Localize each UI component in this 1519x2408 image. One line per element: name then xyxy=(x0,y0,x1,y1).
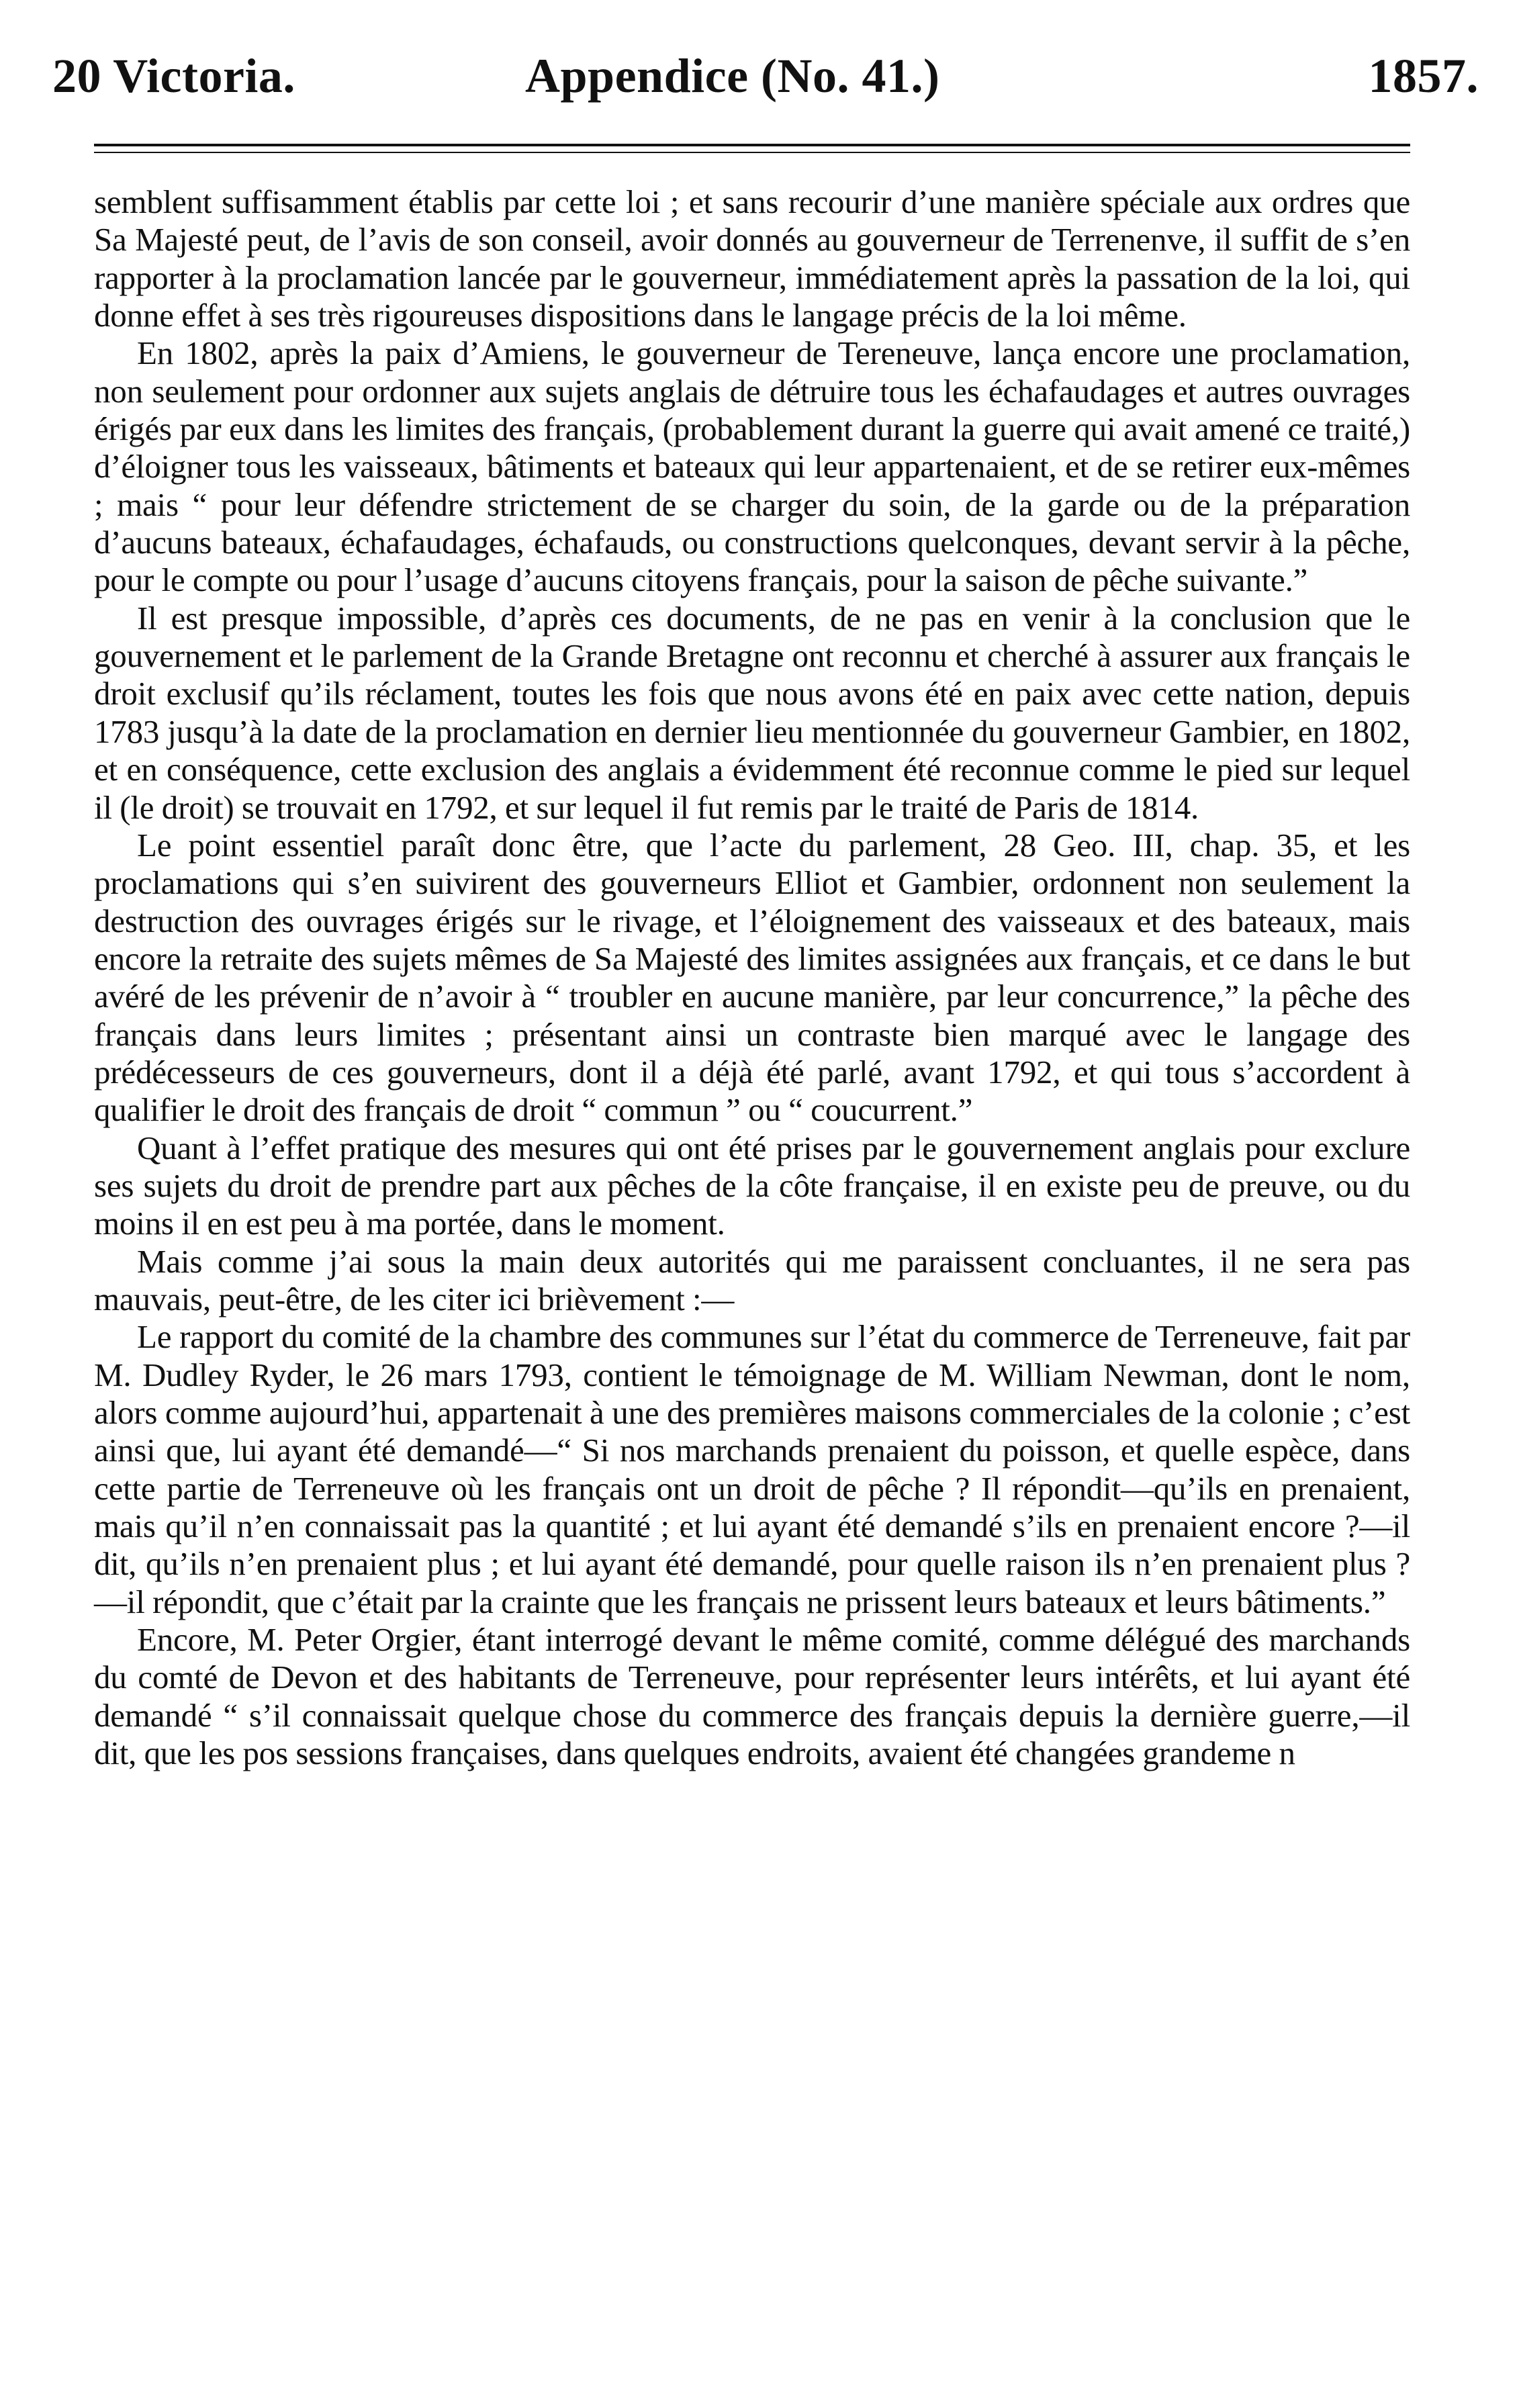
running-header xyxy=(52,39,1479,113)
header-rule-thick xyxy=(94,144,1410,146)
paragraph: Le rapport du comité de la chambre des communes sur l’état du commerce de Terreneuve, fait par M. Dudley Ryder, le 26 mars 1793, contient le témoignage de M. William Newman, dont le nom, alors comme aujourd’hui, appartenait à une des premières maisons commerciales de la colonie ; c’est ainsi que, lui ayant été demandé—“ Si nos marchands prenaient du poisson, et quelle espèce, dans cette partie de Terreneuve où les français ont un droit de pêche ? Il répondit—qu’ils en prenaient, mais qu’il n’en connaissait pas la quantité ; et lui ayant été demandé s’ils en prenaient encore ?—il dit, qu’ils n’en prenaient plus ; et lui ayant été demandé, pour quelle raison ils n’en prenaient plus ?—il répondit, que c’était par la crainte que les français ne prissent leurs bateaux et leurs bâtiments.” xyxy=(94,1318,1410,1620)
paragraph: Mais comme j’ai sous la main deux autorités qui me paraissent concluantes, il ne sera pas mauvais, peut-être, de les citer ici brièvement :— xyxy=(94,1242,1410,1317)
paragraph: Il est presque impossible, d’après ces documents, de ne pas en venir à la conclusion que le gouvernement et le parlement de la Grande Bretagne ont reconnu et cherché à assurer aux français le droit exclusif qu’ils réclament, toutes les fois que nous avons été en paix avec cette nation, depuis 1783 jusqu’à la date de la proclamation en dernier lieu mentionnée du gouverneur Gambier, en 1802, et en conséquence, cette exclusion des anglais a évidemment été reconnue comme le pied sur lequel il (le droit) se trouvait en 1792, et sur lequel il fut remis par le traité de Paris de 1814. xyxy=(94,599,1410,826)
body-text xyxy=(94,183,1410,1772)
paragraph: Encore, M. Peter Orgier, étant interrogé devant le même comité, comme délégué des marchands du comté de Devon et des habitants de Terreneuve, pour représenter leurs intérêts, et lui ayant été demandé “ s’il connaissait quelque chose du commerce des français depuis la dernière guerre,—il dit, que les pos sessions françaises, dans quelques endroits, avaient été changées grandeme n xyxy=(94,1621,1410,1772)
header-regnal-year: 20 Victoria. xyxy=(52,49,295,103)
paragraph: En 1802, après la paix d’Amiens, le gouverneur de Tereneuve, lança encore une proclamation, non seulement pour ordonner aux sujets anglais de détruire tous les échafaudages et autres ouvrages érigés par eux dans les limites des français, (probablement durant la guerre qui avait amené ce traité,) d’éloigner tous les vaisseaux, bâtiments et bateaux qui leur appartenaient, et de se retirer eux-mêmes ; mais “ pour leur défendre strictement de se charger du soin, de la garde ou de la préparation d’aucuns bateaux, échafaudages, échafauds, ou constructions quelconques, devant servir à la pêche, pour le compte ou pour l’usage d’aucuns citoyens français, pour la saison de pêche suivante.” xyxy=(94,334,1410,599)
header-rule-thin xyxy=(94,152,1410,153)
header-appendix-title: Appendice (No. 41.) xyxy=(525,49,940,103)
paragraph: Quant à l’effet pratique des mesures qui ont été prises par le gouvernement anglais pour exclure ses sujets du droit de prendre part aux pêches de la côte française, il en existe peu de preuve, ou du moins il en est peu à ma portée, dans le moment. xyxy=(94,1129,1410,1242)
paragraph-continuation: semblent suffisamment établis par cette loi ; et sans recourir d’une manière spéciale aux ordres que Sa Majesté peut, de l’avis de son conseil, avoir donnés au gouverneur de Terrenenve, il suffit de s’en rapporter à la proclamation lancée par le gouverneur, immédiatement après la passation de la loi, qui donne effet à ses très rigoureuses dispositions dans le langage précis de la loi même. xyxy=(94,183,1410,334)
paragraph: Le point essentiel paraît donc être, que l’acte du parlement, 28 Geo. III, chap. 35, et les proclamations qui s’en suivirent des gouverneurs Elliot et Gambier, ordonnent non seulement la destruction des ouvrages érigés sur le rivage, et l’éloignement des vaisseaux et des bateaux, mais encore la retraite des sujets mêmes de Sa Majesté des limites assignées aux français, et ce dans le but avéré de les prévenir de n’avoir à “ troubler en aucune manière, par leur concurrence,” la pêche des français dans leurs limites ; présentant ainsi un contraste bien marqué avec le langage des prédécesseurs de ces gouverneurs, dont il a déjà été parlé, avant 1792, et qui tous s’accordent à qualifier le droit des français de droit “ commun ” ou “ coucurrent.” xyxy=(94,826,1410,1129)
header-year: 1857. xyxy=(1368,49,1479,103)
